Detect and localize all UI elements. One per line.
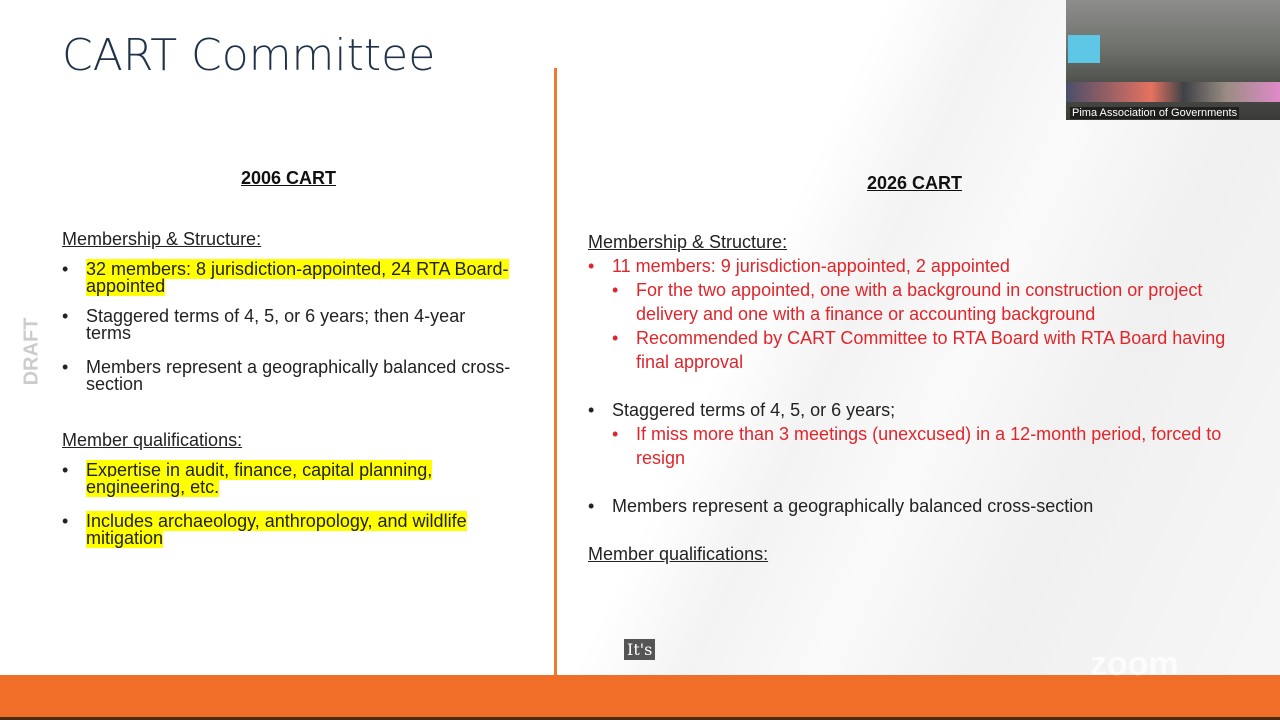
list-item: • 11 members: 9 jurisdiction-appointed, 2 appointed [588,254,1258,278]
left-membership-label: Membership & Structure: [62,229,262,249]
right-qualifications-label: Member qualifications: [588,544,769,564]
slide-footer-bar [0,675,1280,720]
right-membership-label: Membership & Structure: [588,232,788,252]
list-item: • Expertise in audit, finance, capital planning, engineering, etc. [62,462,522,496]
list-item: • Staggered terms of 4, 5, or 6 years; [588,398,1258,422]
list-item: • Includes archaeology, anthropology, and wildlife mitigation [62,513,522,547]
column-divider [554,68,557,675]
draft-watermark: DRAFT [20,317,43,386]
left-qualifications-list [62,462,522,560]
left-qualifications-label: Member qualifications: [62,430,243,450]
zoom-watermark: zoom [1090,645,1179,683]
live-caption: It's [624,639,655,660]
list-item: • 32 members: 8 jurisdiction-appointed, 24 RTA Board-appointed [62,261,512,295]
list-item: • Recommended by CART Committee to RTA Board with RTA Board having final approval [588,326,1258,374]
right-heading: 2026 CART [867,173,963,193]
list-item: • Members represent a geographically balanced cross-section [588,494,1258,518]
list-item: • Staggered terms of 4, 5, or 6 years; then 4-year terms [62,308,512,342]
list-item: • Members represent a geographically balanced cross-section [62,359,512,393]
slide-title: CART Committee [62,30,436,81]
participant-name-label: Pima Association of Governments [1072,107,1238,119]
participant-video[interactable] [1066,0,1280,120]
right-membership-list [588,254,1258,518]
list-item: • For the two appointed, one with a background in construction or project delivery and one with a finance or accounting background [588,278,1258,326]
video-people [1066,82,1280,102]
list-item: • If miss more than 3 meetings (unexcused) in a 12-month period, forced to resign [588,422,1258,470]
video-room-screen [1068,35,1100,63]
left-membership-list [62,261,512,406]
left-heading: 2006 CART [241,168,337,188]
